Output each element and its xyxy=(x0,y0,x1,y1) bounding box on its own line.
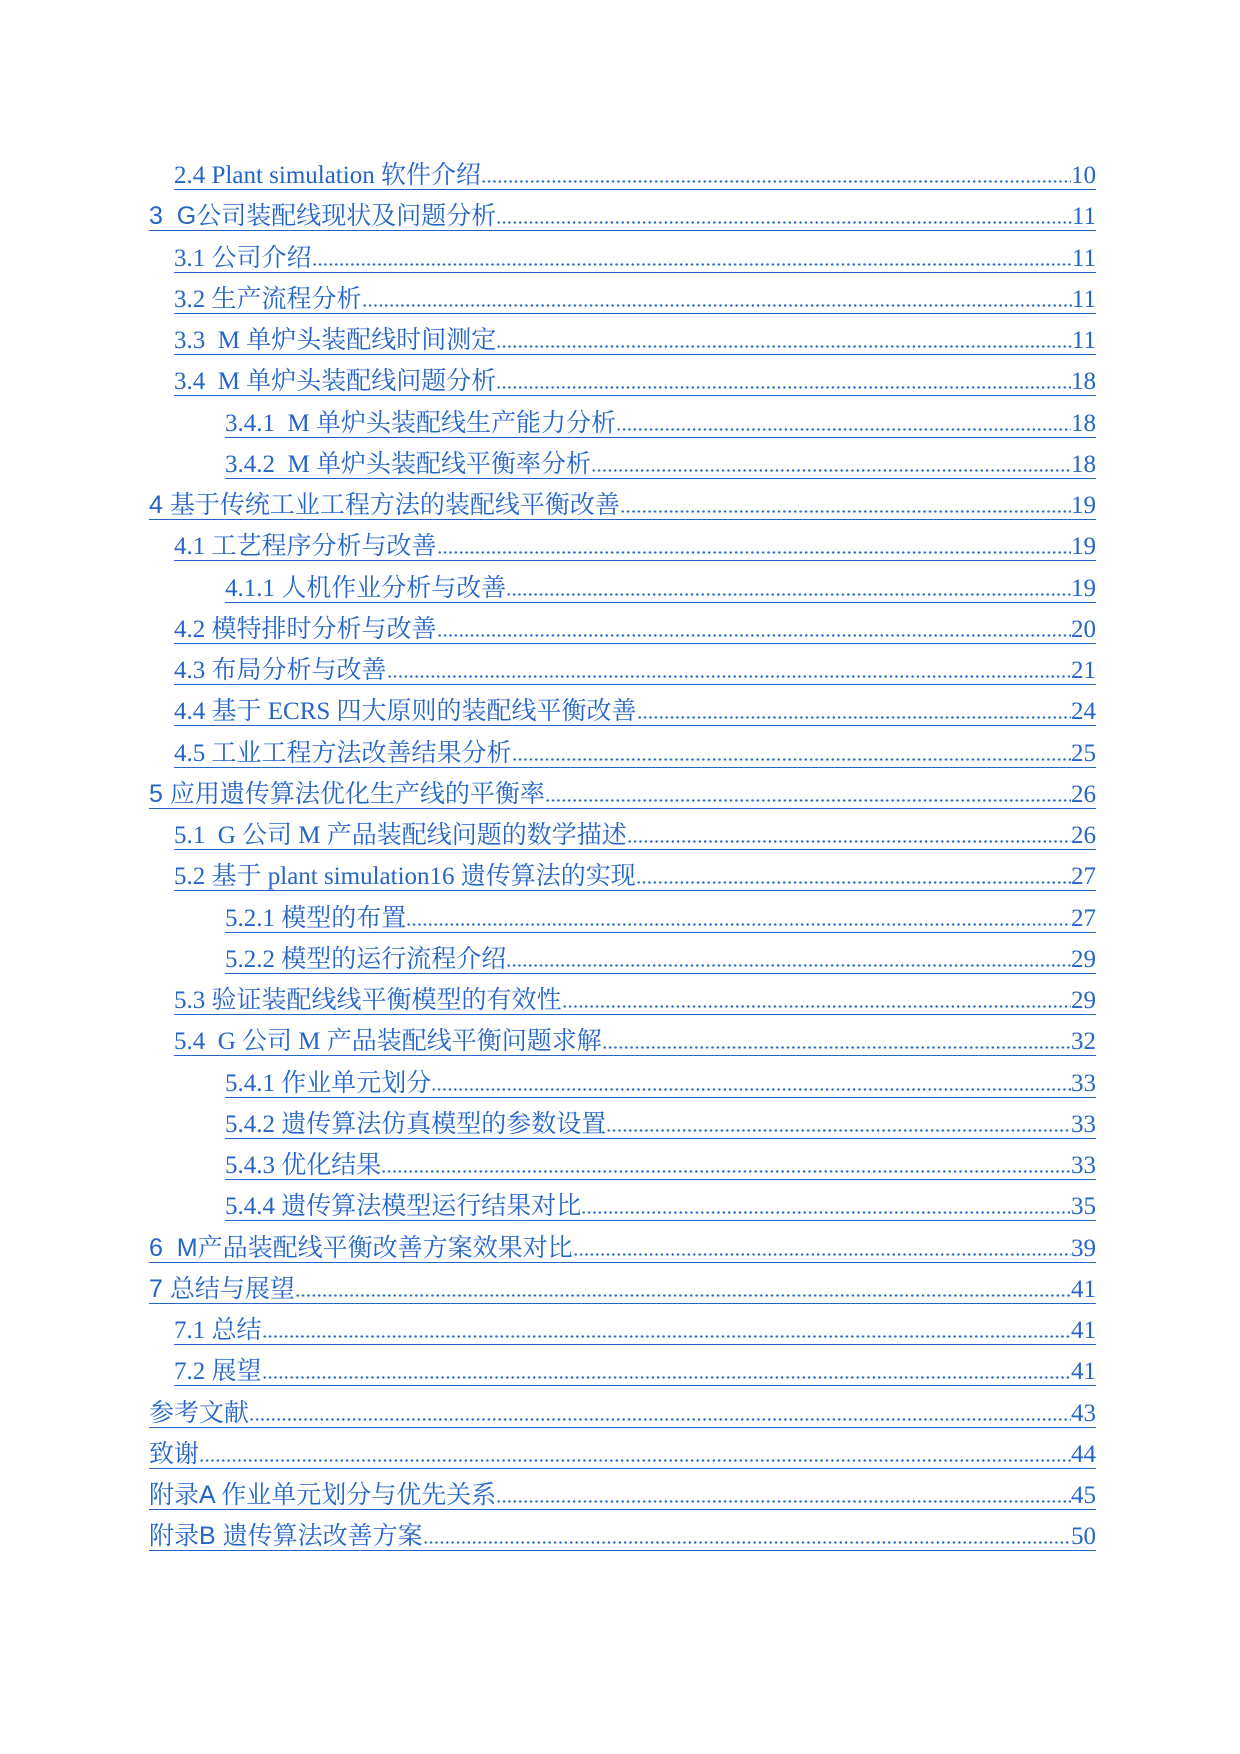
dot-leader xyxy=(562,987,1071,1014)
toc-entry-4-2[interactable] xyxy=(174,616,1096,644)
toc-entry-3-1[interactable] xyxy=(174,245,1096,273)
table-of-contents xyxy=(149,162,1096,1565)
dot-leader xyxy=(362,286,1072,313)
toc-entry-title: 3.4.1 M 单炉头装配线生产能力分析 xyxy=(225,409,616,437)
dot-leader xyxy=(381,1152,1071,1179)
toc-page-number: 21 xyxy=(1071,657,1096,684)
toc-entry-title: 3.2 生产流程分析 xyxy=(174,285,362,313)
toc-entry-3-2[interactable] xyxy=(174,286,1096,314)
toc-entry-title: 5.4.3 优化结果 xyxy=(225,1152,382,1179)
toc-page-number: 41 xyxy=(1071,1275,1096,1303)
toc-page-number: 33 xyxy=(1071,1110,1096,1138)
toc-page-number: 41 xyxy=(1071,1317,1096,1344)
dot-leader xyxy=(581,1193,1071,1220)
dot-leader xyxy=(496,203,1072,230)
toc-entry-title: 4.3 布局分析与改善 xyxy=(174,657,387,684)
toc-entry-title: 3.4 M 单炉头装配线问题分析 xyxy=(174,368,497,396)
toc-page-number: 25 xyxy=(1071,739,1096,767)
toc-page-number: 43 xyxy=(1071,1399,1096,1427)
toc-entry-title: 5.2.1 模型的布置 xyxy=(225,904,407,932)
dot-leader xyxy=(496,1482,1071,1509)
dot-leader xyxy=(312,245,1072,272)
toc-entry-title: 5 应用遗传算法优化生产线的平衡率 xyxy=(149,779,545,808)
dot-leader xyxy=(295,1276,1071,1303)
dot-leader xyxy=(591,451,1071,478)
toc-entry-3[interactable] xyxy=(149,203,1096,231)
toc-entry-title: 3.1 公司介绍 xyxy=(174,244,312,272)
toc-entry-title: 4.4 基于 ECRS 四大原则的装配线平衡改善 xyxy=(174,698,637,726)
toc-entry-title: 2.4 Plant simulation 软件介绍 xyxy=(174,162,481,189)
toc-entry-7-2[interactable] xyxy=(174,1358,1096,1386)
dot-leader xyxy=(602,1028,1071,1055)
toc-page-number: 27 xyxy=(1071,863,1096,891)
dot-leader xyxy=(437,616,1071,643)
toc-entry-title: 4.1 工艺程序分析与改善 xyxy=(174,533,437,561)
toc-entry-title: 4.5 工业工程方法改善结果分析 xyxy=(174,739,512,767)
toc-entry-5-4[interactable] xyxy=(174,1028,1096,1056)
toc-page-number: 50 xyxy=(1071,1523,1096,1551)
toc-entry-7-1[interactable] xyxy=(174,1317,1096,1345)
toc-entry-4-1[interactable] xyxy=(174,533,1096,561)
dot-leader xyxy=(637,698,1071,725)
toc-entry-title: 3 G公司装配线现状及问题分析 xyxy=(149,202,497,231)
toc-page-number: 33 xyxy=(1071,1069,1096,1097)
toc-page-number: 26 xyxy=(1071,780,1096,808)
toc-page-number: 24 xyxy=(1071,698,1096,726)
toc-entry-title: 5.4.4 遗传算法模型运行结果对比 xyxy=(225,1193,582,1221)
toc-page-number: 29 xyxy=(1071,945,1096,973)
toc-page-number: 11 xyxy=(1071,203,1096,231)
toc-entry-title: 7.2 展望 xyxy=(174,1358,262,1386)
toc-page-number: 18 xyxy=(1071,409,1096,437)
dot-leader xyxy=(262,1358,1071,1385)
toc-entry-5-4-1[interactable] xyxy=(225,1070,1096,1098)
dot-leader xyxy=(545,781,1071,808)
toc-entry-3-4-2[interactable] xyxy=(225,451,1096,479)
toc-page-number: 35 xyxy=(1071,1193,1096,1221)
toc-page-number: 18 xyxy=(1071,450,1096,478)
toc-page-number: 27 xyxy=(1071,904,1096,932)
dot-leader xyxy=(437,533,1071,560)
dot-leader xyxy=(512,740,1071,767)
toc-page-number: 10 xyxy=(1071,162,1096,189)
toc-page-number: 26 xyxy=(1071,822,1096,849)
dot-leader xyxy=(627,822,1071,849)
toc-entry-title: 参考文献 xyxy=(149,1398,250,1427)
dot-leader xyxy=(606,1111,1071,1138)
toc-entry-appendix-b[interactable] xyxy=(149,1523,1096,1551)
dot-leader xyxy=(387,657,1071,684)
toc-page-number: 33 xyxy=(1071,1152,1096,1179)
toc-entry-5-1[interactable] xyxy=(174,822,1096,850)
toc-entry-4-1-1[interactable] xyxy=(225,575,1096,603)
toc-entry-5-2-1[interactable] xyxy=(225,905,1096,933)
toc-entry-title: 5.4.1 作业单元划分 xyxy=(225,1069,432,1097)
toc-entry-title: 3.4.2 M 单炉头装配线平衡率分析 xyxy=(225,450,591,478)
toc-page-number: 19 xyxy=(1071,574,1096,602)
toc-entry-title: 7.1 总结 xyxy=(174,1317,262,1344)
dot-leader xyxy=(506,575,1071,602)
toc-entry-4-5[interactable] xyxy=(174,740,1096,768)
toc-entry-5-3[interactable] xyxy=(174,987,1096,1015)
toc-entry-6[interactable] xyxy=(149,1235,1096,1263)
toc-entry-title: 附录B 遗传算法改善方案 xyxy=(149,1522,423,1551)
toc-entry-2-4[interactable] xyxy=(174,162,1096,190)
toc-entry-5-4-2[interactable] xyxy=(225,1111,1096,1139)
toc-entry-3-3[interactable] xyxy=(174,327,1096,355)
toc-entry-title: 5.2 基于 plant simulation16 遗传算法的实现 xyxy=(174,863,636,891)
dot-leader xyxy=(481,162,1071,189)
dot-leader xyxy=(616,410,1071,437)
dot-leader xyxy=(406,905,1071,932)
toc-entry-title: 4.2 模特排时分析与改善 xyxy=(174,615,437,643)
toc-entry-references[interactable] xyxy=(149,1400,1096,1428)
toc-entry-5-4-3[interactable] xyxy=(225,1152,1096,1180)
dot-leader xyxy=(249,1400,1071,1427)
dot-leader xyxy=(423,1523,1071,1550)
dot-leader xyxy=(496,368,1071,395)
toc-entry-title: 4.1.1 人机作业分析与改善 xyxy=(225,574,507,602)
toc-page-number: 18 xyxy=(1071,368,1096,396)
toc-page-number: 19 xyxy=(1071,492,1096,519)
dot-leader xyxy=(496,327,1072,354)
toc-entry-acknowledgements[interactable] xyxy=(149,1441,1096,1469)
toc-entry-3-4-1[interactable] xyxy=(225,410,1096,438)
toc-entry-title: 附录A 作业单元划分与优先关系 xyxy=(149,1481,497,1509)
toc-entry-5-2[interactable] xyxy=(174,863,1096,891)
toc-entry-title: 5.4.2 遗传算法仿真模型的参数设置 xyxy=(225,1110,607,1138)
toc-entry-title: 5.1 G 公司 M 产品装配线问题的数学描述 xyxy=(174,822,627,849)
toc-entry-title: 5.3 验证装配线线平衡模型的有效性 xyxy=(174,987,562,1014)
toc-entry-title: 3.3 M 单炉头装配线时间测定 xyxy=(174,327,497,354)
toc-entry-title: 7 总结与展望 xyxy=(149,1274,295,1303)
toc-page-number: 11 xyxy=(1071,244,1096,272)
dot-leader xyxy=(431,1070,1071,1097)
toc-page-number: 11 xyxy=(1071,327,1096,354)
dot-leader xyxy=(262,1317,1071,1344)
toc-page-number: 32 xyxy=(1071,1028,1096,1056)
toc-entry-title: 4 基于传统工业工程方法的装配线平衡改善 xyxy=(149,491,620,519)
toc-page-number: 39 xyxy=(1071,1234,1096,1262)
dot-leader xyxy=(620,492,1071,519)
toc-page-number: 19 xyxy=(1071,533,1096,561)
toc-page-number: 45 xyxy=(1071,1482,1096,1509)
toc-entry-3-4[interactable] xyxy=(174,368,1096,396)
dot-leader xyxy=(636,863,1071,890)
toc-page-number: 20 xyxy=(1071,615,1096,643)
toc-entry-title: 6 M产品装配线平衡改善方案效果对比 xyxy=(149,1233,573,1262)
toc-page-number: 11 xyxy=(1071,285,1096,313)
toc-entry-5-2-2[interactable] xyxy=(225,946,1096,974)
toc-entry-7[interactable] xyxy=(149,1276,1096,1304)
toc-entry-5-4-4[interactable] xyxy=(225,1193,1096,1221)
toc-entry-title: 5.2.2 模型的运行流程介绍 xyxy=(225,945,507,973)
toc-page-number: 41 xyxy=(1071,1358,1096,1386)
toc-page-number: 44 xyxy=(1071,1440,1096,1468)
dot-leader xyxy=(506,946,1071,973)
dot-leader xyxy=(199,1441,1071,1468)
toc-entry-5[interactable] xyxy=(149,781,1096,809)
toc-entry-4[interactable] xyxy=(149,492,1096,520)
toc-page-number: 29 xyxy=(1071,987,1096,1014)
toc-entry-title: 致谢 xyxy=(149,1439,200,1468)
dot-leader xyxy=(573,1235,1071,1262)
toc-entry-4-3[interactable] xyxy=(174,657,1096,685)
toc-entry-appendix-a[interactable] xyxy=(149,1482,1096,1510)
toc-entry-title: 5.4 G 公司 M 产品装配线平衡问题求解 xyxy=(174,1028,602,1056)
toc-entry-4-4[interactable] xyxy=(174,698,1096,726)
